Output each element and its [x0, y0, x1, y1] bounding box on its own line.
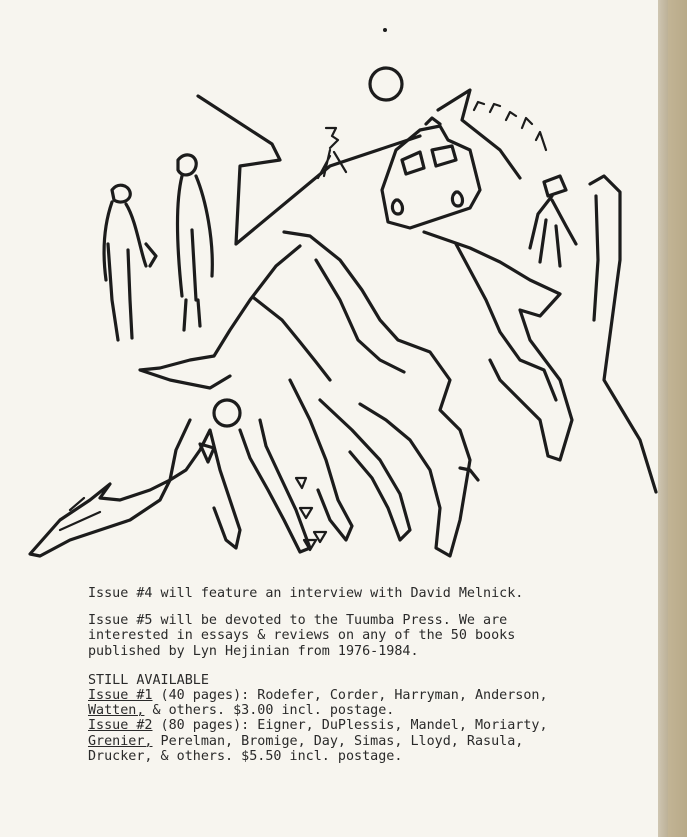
issue2-line-1: [88, 718, 648, 733]
small-triangles: [296, 478, 326, 550]
issue5-line-3: published by Lyn Hejinian from 1976-1984.: [88, 643, 419, 659]
issue4-notice: [88, 586, 648, 601]
beast-leg-a: [254, 298, 330, 380]
issue2-contributors: Perelman, Bromige, Day, Simas, Lloyd, Rasula,: [152, 733, 524, 749]
issue4-line: Issue #4 will feature an interview with David Melnick.: [88, 586, 524, 601]
sun-circle: [370, 68, 402, 100]
still-available-heading: STILL AVAILABLE: [88, 672, 209, 688]
tower-shape: [590, 176, 656, 492]
beast-neck: [316, 260, 404, 372]
ink-dot: [383, 28, 387, 32]
page-edge: [668, 0, 687, 837]
figure-middle-body: [178, 176, 213, 330]
car-windshield: [402, 146, 456, 174]
leg-zigzag-3: [320, 400, 410, 540]
issue1-label: Issue #1: [88, 688, 153, 704]
issue2-line-2: [88, 734, 648, 749]
small-circle: [214, 400, 240, 426]
figure-right-hat: [544, 176, 566, 196]
issue1-underlined-name: Watten,: [88, 703, 145, 719]
notice-text: [88, 586, 648, 764]
issue1-price: & others. $3.00 incl. postage.: [144, 703, 395, 719]
figure-head-left: [112, 185, 130, 202]
issue1-line-1: [88, 688, 648, 703]
figure-left-body: [104, 202, 146, 340]
leg-zigzag-1: [240, 420, 310, 552]
figure-head-middle: [178, 155, 196, 175]
car-headlights: [392, 192, 462, 214]
fence-strokes: [474, 102, 546, 150]
issue2-details: (80 pages): Eigner, DuPlessis, Mandel, Moriarty,: [152, 718, 548, 734]
issue1-details: (40 pages): Rodefer, Corder, Harryman, Anderson,: [152, 688, 548, 704]
small-walker: [318, 128, 346, 178]
issue5-notice: [88, 613, 648, 659]
fish-wing-detail: [60, 498, 100, 530]
still-available-section: [88, 673, 648, 764]
issue1-line-2: [88, 703, 648, 718]
figure-left-hand: [146, 244, 156, 266]
issue2-label: Issue #2: [88, 718, 153, 734]
issue5-line-2: interested in essays & reviews on any of the 50 books: [88, 628, 516, 644]
tower-inner: [594, 196, 598, 320]
issue2-line-3: Drucker, & others. $5.50 incl. postage.: [88, 748, 403, 764]
beast-right-wing: [424, 232, 572, 460]
issue2-underlined-name: Grenier,: [88, 733, 153, 749]
small-triangle-a: [200, 444, 214, 462]
fish-wing: [30, 480, 170, 556]
figure-right-body: [530, 196, 576, 266]
car-roof-light: [426, 118, 440, 124]
leg-zigzag-4: [170, 420, 240, 548]
issue5-line-1: Issue #5 will be devoted to the Tuumba Press. We are: [88, 613, 508, 629]
